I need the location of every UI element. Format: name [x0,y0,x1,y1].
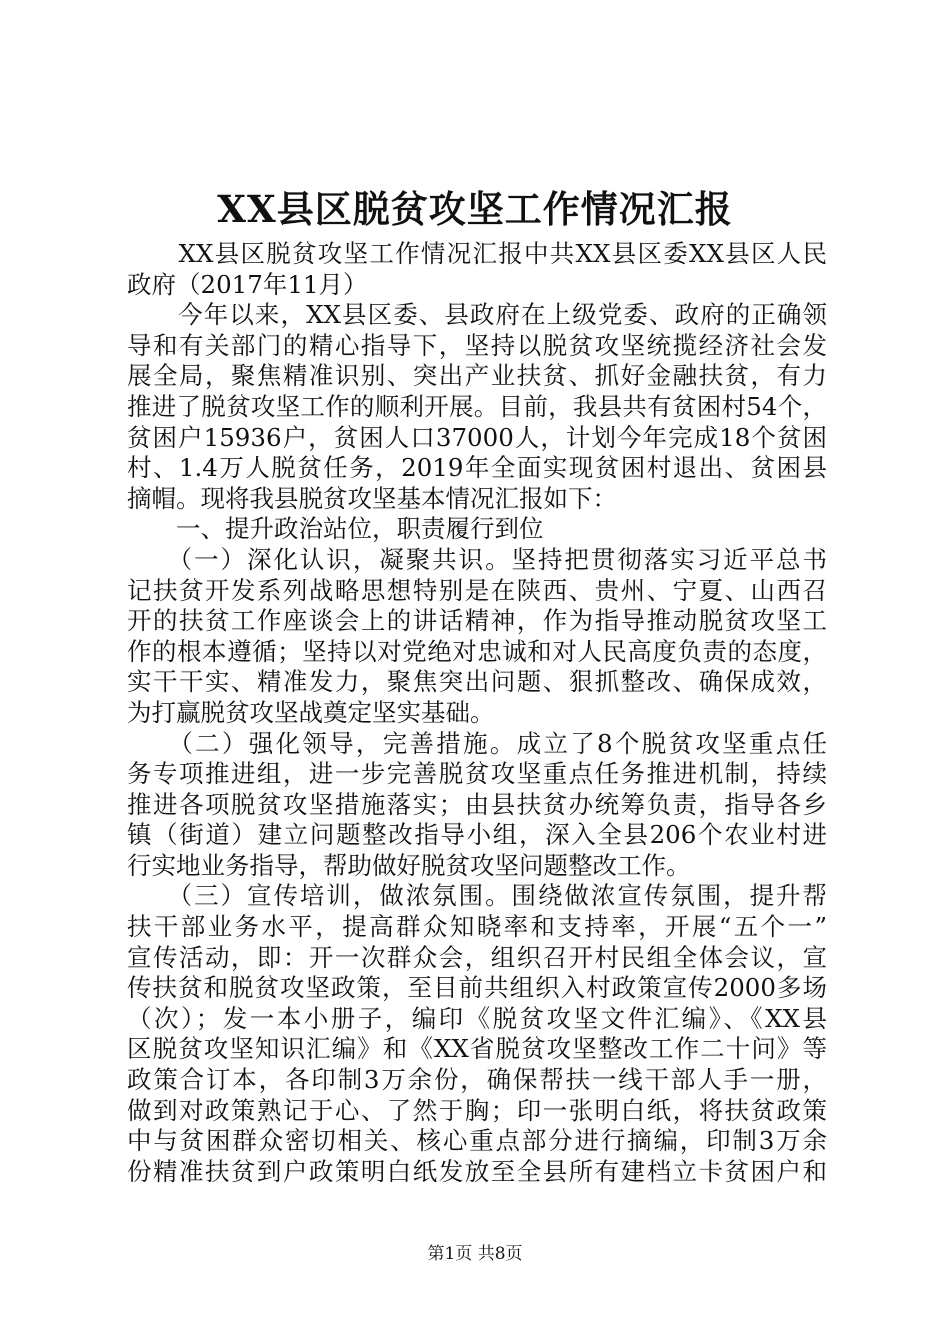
document-body [127,239,827,1187]
text-line: 中与贫困群众密切相关、核心重点部分进行摘编，印制3万余 [127,1126,827,1156]
text-line: 导和有关部门的精心指导下，坚持以脱贫攻坚统揽经济社会发 [127,330,827,360]
text-line: 实干干实、精准发力，聚焦突出问题、狠抓整改、确保成效， [127,667,827,697]
text-line: （次）；发一本小册子，编印《脱贫攻坚文件汇编》、《XX县 [127,1003,827,1033]
text-line: 开的扶贫工作座谈会上的讲话精神，作为指导推动脱贫攻坚工 [127,606,827,636]
text-line: 扶干部业务水平，提高群众知晓率和支持率，开展“五个一” [127,912,827,942]
text-line: （三）宣传培训，做浓氛围。围绕做浓宣传氛围，提升帮 [127,881,827,911]
text-line: （一）深化认识，凝聚共识。坚持把贯彻落实习近平总书 [127,544,827,574]
text-line: 政府（2017年11月） [127,269,368,299]
text-line: 政策合订本，各印制3万余份，确保帮扶一线干部人手一册， [127,1065,827,1095]
text-line: 推进各项脱贫攻坚措施落实；由县扶贫办统筹负责，指导各乡 [127,789,827,819]
text-line: 为打赢脱贫攻坚战奠定坚实基础。 [127,697,495,727]
text-line: 宣传活动，即：开一次群众会，组织召开村民组全体会议，宣 [127,942,827,972]
text-line: 区脱贫攻坚知识汇编》和《XX省脱贫攻坚整改工作二十问》等 [127,1034,827,1064]
text-line: （二）强化领导，完善措施。成立了8个脱贫攻坚重点任 [127,728,827,758]
text-line: 镇（街道）建立问题整改指导小组，深入全县206个农业村进 [127,820,827,850]
text-line: 传扶贫和脱贫攻坚政策，至目前共组织入村政策宣传2000多场 [127,973,827,1003]
text-line: 一、提升政治站位，职责履行到位 [127,514,544,544]
text-line: 务专项推进组，进一步完善脱贫攻坚重点任务推进机制，持续 [127,759,827,789]
text-line: 村、1.4万人脱贫任务，2019年全面实现贫困村退出、贫困县 [127,453,827,483]
text-line: 今年以来，XX县区委、县政府在上级党委、政府的正确领 [127,300,827,330]
text-line: 行实地业务指导，帮助做好脱贫攻坚问题整改工作。 [127,850,691,880]
text-line: 份精准扶贫到户政策明白纸发放至全县所有建档立卡贫困户和 [127,1156,827,1186]
document-title: XX县区脱贫攻坚工作情况汇报 [217,187,733,231]
text-line: 贫困户15936户，贫困人口37000人，计划今年完成18个贫困 [127,422,827,452]
page-footer: 第1页 共8页 [427,1244,523,1264]
text-line: XX县区脱贫攻坚工作情况汇报中共XX县区委XX县区人民 [127,239,827,268]
text-line: 作的根本遵循；坚持以对党绝对忠诚和对人民高度负责的态度， [127,636,827,666]
text-line: 记扶贫开发系列战略思想特别是在陕西、贵州、宁夏、山西召 [127,575,827,605]
text-line: 推进了脱贫攻坚工作的顺利开展。目前，我县共有贫困村54个， [127,391,827,421]
text-line: 展全局，聚焦精准识别、突出产业扶贫、抓好金融扶贫，有力 [127,361,827,391]
text-line: 做到对政策熟记于心、了然于胸；印一张明白纸，将扶贫政策 [127,1095,827,1125]
text-line: 摘帽。现将我县脱贫攻坚基本情况汇报如下： [127,483,617,513]
